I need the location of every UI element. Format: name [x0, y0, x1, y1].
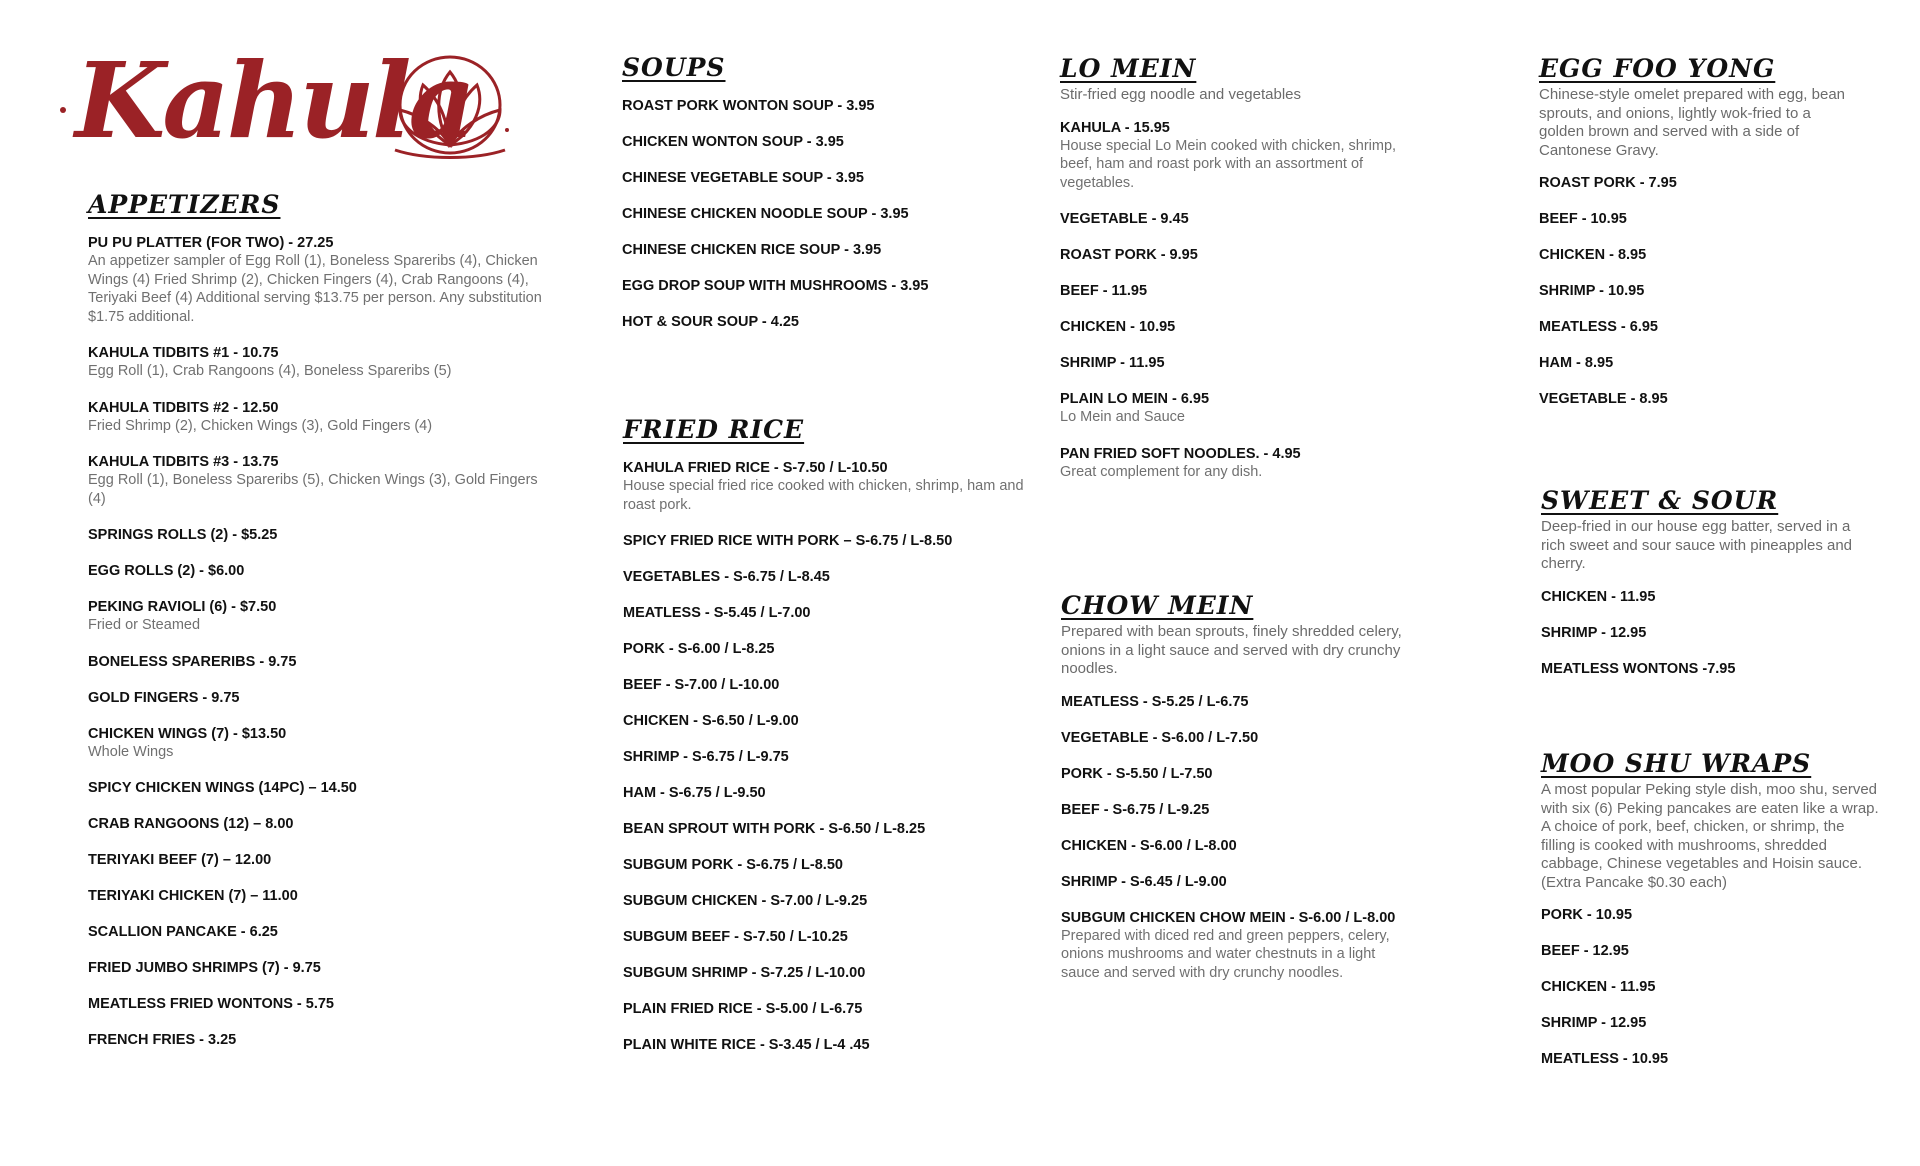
menu-item-name: CHICKEN - S-6.00 / L-8.00 — [1061, 837, 1237, 854]
menu-item-name: CHINESE CHICKEN NOODLE SOUP - 3.95 — [622, 206, 909, 222]
menu-item — [88, 725, 548, 762]
menu-item — [88, 399, 548, 436]
menu-item-name: CHICKEN - 11.95 — [1541, 588, 1656, 605]
menu-item — [88, 689, 548, 707]
appetizers-title: APPETIZERS — [88, 190, 281, 219]
menu-item — [1061, 693, 1411, 711]
menu-item — [622, 313, 1042, 331]
chow-mein-list — [1061, 693, 1411, 983]
menu-item-description: An appetizer sampler of Egg Roll (1), Boneless Spareribs (4), Chicken Wings (4) Fried Shrimp (2), Chicken Fingers (4), Crab Rangoons (4), Teriyaki Beef (4) Additional serving $13.75 per person. Any substitution $1.75 additional. — [88, 253, 542, 325]
menu-item-name: BEEF - S-7.00 / L-10.00 — [623, 677, 780, 693]
menu-item-name: MEATLESS - S-5.25 / L-6.75 — [1061, 693, 1249, 710]
lo-mein-section — [1060, 54, 1410, 481]
menu-item — [622, 133, 1042, 151]
menu-item — [1061, 837, 1411, 855]
menu-item — [623, 892, 1043, 910]
menu-item-name: SHRIMP - 11.95 — [1060, 355, 1165, 371]
soups-list — [622, 97, 1042, 331]
menu-item-name: SPICY FRIED RICE WITH PORK – S-6.75 / L-8.50 — [623, 533, 953, 549]
menu-item — [1541, 624, 1871, 642]
menu-item — [1539, 174, 1849, 192]
menu-item — [88, 562, 548, 580]
chow-mein-description: Prepared with bean sprouts, finely shredded celery, onions in a light sauce and served with dry crunchy noodles. — [1061, 623, 1402, 677]
menu-item-name: BEEF - 11.95 — [1060, 283, 1148, 299]
menu-item-name: PEKING RAVIOLI (6) - $7.50 — [88, 599, 277, 615]
lo-mein-list — [1060, 119, 1410, 482]
egg-foo-yong-section — [1539, 54, 1849, 408]
menu-item — [623, 1000, 1043, 1018]
menu-item — [1541, 588, 1871, 606]
menu-item-name: KAHULA TIDBITS #2 - 12.50 — [88, 399, 279, 416]
appetizers-section — [88, 190, 548, 1049]
menu-item-name: CHICKEN - 10.95 — [1060, 319, 1176, 335]
menu-item-name: SHRIMP - 12.95 — [1541, 1015, 1647, 1031]
menu-item-name: PAN FRIED SOFT NOODLES. - 4.95 — [1060, 445, 1301, 462]
egg-foo-yong-title: EGG FOO YONG — [1539, 54, 1776, 83]
menu-item — [623, 459, 1043, 514]
menu-item — [622, 277, 1042, 295]
menu-item — [1060, 210, 1410, 228]
menu-item — [88, 234, 548, 326]
menu-item-name: PU PU PLATTER (FOR TWO) - 27.25 — [88, 235, 334, 251]
menu-item-name: SHRIMP - S-6.45 / L-9.00 — [1061, 873, 1227, 890]
menu-item-name: PLAIN WHITE RICE - S-3.45 / L-4 .45 — [623, 1037, 870, 1053]
chow-mein-section — [1061, 591, 1411, 982]
menu-item-name: EGG ROLLS (2) - $6.00 — [88, 563, 245, 579]
menu-item — [1060, 282, 1410, 300]
menu-item — [622, 97, 1042, 115]
menu-item-name: MEATLESS WONTONS -7.95 — [1541, 660, 1736, 677]
menu-item-name: SHRIMP - S-6.75 / L-9.75 — [623, 749, 789, 765]
menu-item-name: MEATLESS FRIED WONTONS - 5.75 — [88, 996, 334, 1012]
menu-item-name: TERIYAKI CHICKEN (7) – 11.00 — [88, 888, 298, 904]
chow-mein-title: CHOW MEIN — [1061, 591, 1254, 620]
menu-item-description: Prepared with diced red and green peppers, celery, onions mushrooms and water chestnuts in a light sauce and served with dry crunchy noodles. — [1061, 927, 1390, 981]
menu-item-name: EGG DROP SOUP WITH MUSHROOMS - 3.95 — [622, 278, 929, 294]
menu-item-name: PLAIN FRIED RICE - S-5.00 / L-6.75 — [623, 1001, 863, 1017]
sweet-sour-description: Deep-fried in our house egg batter, served in a rich sweet and sour sauce with pineapples and cherry. — [1541, 518, 1853, 572]
menu-item — [88, 995, 548, 1013]
menu-item-name: GOLD FINGERS - 9.75 — [88, 689, 240, 706]
menu-item-name: CHICKEN - 8.95 — [1539, 247, 1647, 263]
moo-shu-list — [1541, 906, 1881, 1068]
menu-item — [623, 820, 1043, 838]
menu-item — [1061, 729, 1411, 747]
menu-item — [623, 712, 1043, 730]
menu-item — [623, 784, 1043, 802]
fried-rice-list — [623, 459, 1043, 1054]
menu-item — [88, 344, 548, 381]
menu-item-name: PORK - S-5.50 / L-7.50 — [1061, 765, 1213, 782]
menu-item-name: BEEF - 12.95 — [1541, 943, 1629, 959]
menu-item-name: SPICY CHICKEN WINGS (14PC) – 14.50 — [88, 780, 357, 796]
menu-item-name: CHICKEN WONTON SOUP - 3.95 — [622, 134, 844, 150]
menu-item-description: Whole Wings — [88, 743, 174, 760]
menu-item-name: VEGETABLES - S-6.75 / L-8.45 — [623, 569, 830, 585]
menu-item — [623, 676, 1043, 694]
menu-item-name: SUBGUM CHICKEN - S-7.00 / L-9.25 — [623, 893, 868, 909]
menu-item — [623, 532, 1043, 550]
menu-item — [88, 959, 548, 977]
menu-item — [1539, 246, 1849, 264]
menu-item-name: SPRINGS ROLLS (2) - $5.25 — [88, 527, 278, 543]
menu-item-name: PORK - 10.95 — [1541, 907, 1633, 923]
menu-item — [1541, 978, 1881, 996]
egg-foo-yong-description: Chinese-style omelet prepared with egg, bean sprouts, and onions, lightly wok-fried to a golden brown and served with a side of Cantonese Gravy. — [1539, 86, 1846, 159]
menu-item-description: House special fried rice cooked with chicken, shrimp, ham and roast pork. — [623, 478, 1024, 513]
menu-item-name: CHICKEN - S-6.50 / L-9.00 — [623, 713, 799, 729]
menu-item-name: MEATLESS - S-5.45 / L-7.00 — [623, 605, 811, 621]
menu-item-name: KAHULA TIDBITS #3 - 13.75 — [88, 454, 279, 470]
menu-item-name: HAM - S-6.75 / L-9.50 — [623, 785, 766, 801]
menu-item-name: HAM - 8.95 — [1539, 355, 1614, 371]
moo-shu-section — [1541, 749, 1881, 1068]
menu-item — [1060, 119, 1410, 193]
menu-item-name: ROAST PORK WONTON SOUP - 3.95 — [622, 98, 875, 114]
menu-item — [88, 526, 548, 544]
menu-item — [1539, 282, 1849, 300]
menu-item-name: CHICKEN - 11.95 — [1541, 979, 1656, 995]
menu-item-name: VEGETABLE - S-6.00 / L-7.50 — [1061, 729, 1259, 746]
menu-item-description: Great complement for any dish. — [1060, 463, 1263, 480]
menu-item-name: CHICKEN WINGS (7) - $13.50 — [88, 725, 287, 742]
fried-rice-section — [623, 415, 1043, 1054]
moo-shu-description: A most popular Peking style dish, moo shu, served with six (6) Peking pancakes are eaten like a wrap. A choice of pork, beef, chicken, or shrimp, the filling is cooked with mushrooms, shredded cabbage, Chinese vegetables and Hoisin sauce. (Extra Pancake $0.30 each) — [1541, 781, 1879, 891]
menu-item — [623, 640, 1043, 658]
menu-item-name: SHRIMP - 10.95 — [1539, 283, 1645, 299]
menu-item-description: Fried or Steamed — [88, 617, 201, 633]
menu-item — [623, 604, 1043, 622]
kahula-logo — [55, 39, 525, 175]
menu-item-name: SUBGUM BEEF - S-7.50 / L-10.25 — [623, 929, 848, 945]
menu-item-description: House special Lo Mein cooked with chicken, shrimp, beef, ham and roast pork with an assortment of vegetables. — [1060, 137, 1397, 191]
menu-item — [88, 851, 548, 869]
menu-item — [1060, 318, 1410, 336]
fried-rice-title: FRIED RICE — [623, 415, 805, 444]
menu-item — [1061, 765, 1411, 783]
menu-item — [1061, 873, 1411, 891]
menu-item-name: ROAST PORK - 7.95 — [1539, 175, 1677, 191]
menu-item-description: Fried Shrimp (2), Chicken Wings (3), Gold Fingers (4) — [88, 417, 433, 434]
menu-item-name: FRIED JUMBO SHRIMPS (7) - 9.75 — [88, 960, 321, 976]
menu-item-name: SHRIMP - 12.95 — [1541, 624, 1647, 641]
menu-item — [1539, 354, 1849, 372]
menu-item — [623, 964, 1043, 982]
menu-item — [1539, 210, 1849, 228]
appetizers-list — [88, 234, 548, 1049]
menu-item-name: ROAST PORK - 9.95 — [1060, 247, 1198, 263]
menu-item — [622, 205, 1042, 223]
menu-item — [1061, 801, 1411, 819]
menu-item — [1541, 1050, 1881, 1068]
menu-item — [1541, 660, 1871, 678]
menu-item — [1539, 318, 1849, 336]
menu-item-name: SUBGUM CHICKEN CHOW MEIN - S-6.00 / L-8.00 — [1061, 909, 1396, 926]
menu-item-description: Lo Mein and Sauce — [1060, 409, 1185, 425]
moo-shu-title: MOO SHU WRAPS — [1541, 749, 1812, 778]
menu-item-name: BEEF - 10.95 — [1539, 211, 1627, 227]
sweet-sour-title: SWEET & SOUR — [1541, 486, 1779, 515]
sweet-sour-list — [1541, 588, 1871, 678]
menu-item — [88, 923, 548, 941]
menu-item — [622, 241, 1042, 259]
menu-item-name: FRENCH FRIES - 3.25 — [88, 1032, 237, 1048]
menu-item-name: SUBGUM SHRIMP - S-7.25 / L-10.00 — [623, 965, 866, 981]
menu-item — [88, 1031, 548, 1049]
menu-item-name: KAHULA TIDBITS #1 - 10.75 — [88, 345, 279, 361]
menu-item — [88, 887, 548, 905]
menu-item — [623, 748, 1043, 766]
menu-item — [623, 1036, 1043, 1054]
menu-item-name: CRAB RANGOONS (12) – 8.00 — [88, 816, 294, 832]
menu-item-name: TERIYAKI BEEF (7) – 12.00 — [88, 852, 272, 868]
menu-item — [1541, 1014, 1881, 1032]
menu-item — [1060, 354, 1410, 372]
menu-item — [88, 453, 548, 508]
menu-item — [1060, 445, 1410, 482]
menu-item-name: KAHULA - 15.95 — [1060, 119, 1170, 136]
menu-item-name: SCALLION PANCAKE - 6.25 — [88, 924, 278, 940]
menu-item-name: KAHULA FRIED RICE - S-7.50 / L-10.50 — [623, 460, 888, 476]
menu-item — [1061, 909, 1411, 983]
lo-mein-description: Stir-fried egg noodle and vegetables — [1060, 86, 1301, 103]
menu-item — [1060, 246, 1410, 264]
lo-mein-title: LO MEIN — [1060, 54, 1197, 83]
menu-item-name: PORK - S-6.00 / L-8.25 — [623, 641, 775, 657]
egg-foo-yong-list — [1539, 174, 1849, 408]
soups-section — [622, 53, 1042, 331]
menu-item — [88, 815, 548, 833]
menu-item-description: Egg Roll (1), Boneless Spareribs (5), Chicken Wings (3), Gold Fingers (4) — [88, 472, 538, 507]
menu-item — [623, 856, 1043, 874]
menu-item — [623, 928, 1043, 946]
soups-title: SOUPS — [622, 53, 726, 82]
menu-item-name: MEATLESS - 10.95 — [1541, 1051, 1669, 1067]
menu-item — [1060, 390, 1410, 427]
menu-item — [623, 568, 1043, 586]
menu-item-name: CHINESE VEGETABLE SOUP - 3.95 — [622, 170, 864, 186]
menu-item — [622, 169, 1042, 187]
menu-item — [1541, 942, 1881, 960]
sweet-sour-section — [1541, 486, 1871, 678]
menu-item-description: Egg Roll (1), Crab Rangoons (4), Boneless Spareribs (5) — [88, 363, 452, 379]
menu-item — [1541, 906, 1881, 924]
menu-item-name: HOT & SOUR SOUP - 4.25 — [622, 314, 799, 330]
menu-item-name: VEGETABLE - 8.95 — [1539, 391, 1668, 407]
menu-item — [1539, 390, 1849, 408]
menu-item — [88, 779, 548, 797]
menu-item-name: SUBGUM PORK - S-6.75 / L-8.50 — [623, 857, 843, 873]
menu-item — [88, 653, 548, 671]
brand-name: Kahula — [75, 39, 473, 162]
menu-item-name: BEEF - S-6.75 / L-9.25 — [1061, 801, 1210, 818]
menu-item-name: VEGETABLE - 9.45 — [1060, 211, 1189, 227]
menu-item-name: MEATLESS - 6.95 — [1539, 319, 1658, 335]
menu-item-name: CHINESE CHICKEN RICE SOUP - 3.95 — [622, 242, 882, 258]
menu-item-name: PLAIN LO MEIN - 6.95 — [1060, 391, 1210, 407]
menu-item-name: BEAN SPROUT WITH PORK - S-6.50 / L-8.25 — [623, 821, 926, 837]
menu-item — [88, 598, 548, 635]
menu-item-name: BONELESS SPARERIBS - 9.75 — [88, 653, 297, 670]
